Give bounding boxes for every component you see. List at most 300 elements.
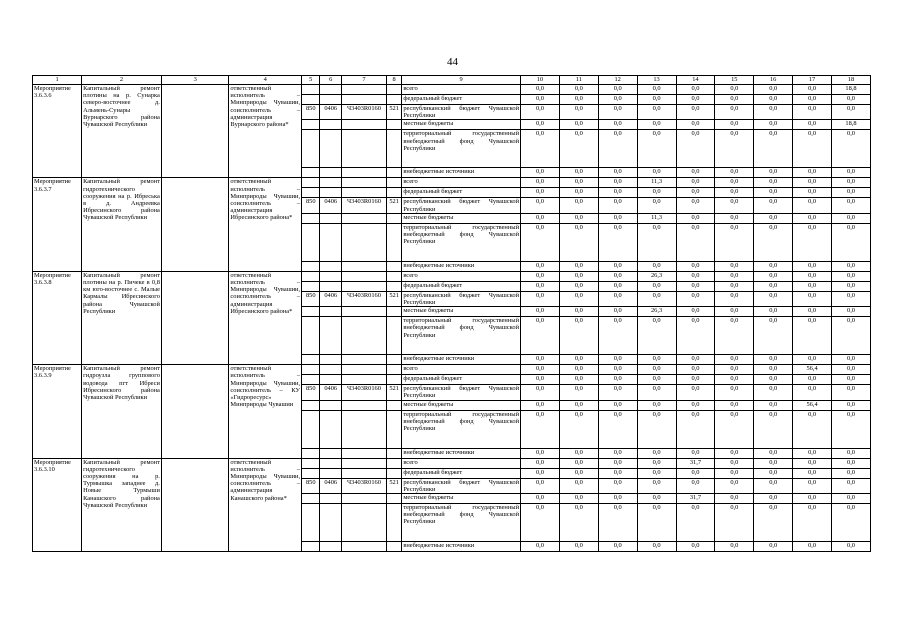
budget-code-cell [320,410,341,448]
budget-code-cell [320,458,341,468]
value-cell: 0,0 [793,168,832,178]
value-cell: 0,0 [832,365,871,375]
value-cell: 0,0 [793,95,832,105]
value-cell: 0,0 [521,355,560,365]
value-cell: 0,0 [793,271,832,281]
budget-code-cell [386,307,401,317]
value-cell: 0,0 [832,410,871,448]
header-cell: 9 [402,76,521,85]
value-cell: 0,0 [559,478,598,493]
value-cell: 0,0 [598,504,637,542]
value-cell: 0,0 [793,307,832,317]
value-cell: 0,0 [521,105,560,120]
value-cell: 0,0 [715,261,754,271]
funding-source: внебюджетные источники [402,542,521,552]
budget-code-cell [320,400,341,410]
empty-cell [161,271,229,364]
value-cell: 0,0 [715,223,754,261]
value-cell: 0,0 [598,188,637,198]
budget-code-cell [320,542,341,552]
budget-code-cell [302,261,320,271]
value-cell: 0,0 [793,504,832,542]
value-cell: 0,0 [754,307,793,317]
budget-code-cell [341,271,386,281]
value-cell: 0,0 [637,223,676,261]
value-cell: 0,0 [598,223,637,261]
header-cell: 11 [559,76,598,85]
measure-name: Капитальный ремонт гидротехнического сооружения на р. Турмышка западнее д. Новые Турмыши Канашского района Чувашской Республики [82,458,162,551]
value-cell: 0,0 [521,542,560,552]
value-cell: 0,0 [754,410,793,448]
value-cell: 0,0 [754,291,793,306]
budget-code-cell [320,85,341,95]
funding-source: всего [402,271,521,281]
budget-code-cell [341,261,386,271]
value-cell: 0,0 [598,281,637,291]
budget-code-cell [302,271,320,281]
funding-source: внебюджетные источники [402,355,521,365]
value-cell: 0,0 [521,458,560,468]
budget-code-cell [302,188,320,198]
budget-code-cell [341,130,386,168]
value-cell: 0,0 [793,478,832,493]
funding-source: территориальный государственный внебюджетный фонд Чувашской Республики [402,223,521,261]
table-row [33,365,871,375]
value-cell: 0,0 [637,410,676,448]
value-cell: 0,0 [715,468,754,478]
value-cell: 0,0 [676,317,715,355]
value-cell: 0,0 [521,494,560,504]
funding-source: всего [402,365,521,375]
budget-code-cell [341,95,386,105]
value-cell: 0,0 [754,213,793,223]
value-cell: 0,0 [521,85,560,95]
value-cell: 0,0 [598,168,637,178]
value-cell: 0,0 [715,410,754,448]
executor: ответственный исполнитель – Минприроды Чувашии, соисполнитель – КУ «Гидроресурс» Минприроды Чувашии [229,365,302,458]
value-cell: 0,0 [598,458,637,468]
funding-source: федеральный бюджет [402,468,521,478]
budget-code-cell [320,448,341,458]
value-cell: 0,0 [832,130,871,168]
budget-code-cell [320,120,341,130]
budget-code-cell: 0406 [320,478,341,493]
value-cell: 0,0 [793,494,832,504]
budget-code-cell [302,542,320,552]
value-cell: 0,0 [676,478,715,493]
value-cell: 0,0 [832,494,871,504]
value-cell: 0,0 [793,105,832,120]
value-cell: 0,0 [559,120,598,130]
value-cell: 0,0 [754,178,793,188]
header-cell: 17 [793,76,832,85]
value-cell: 0,0 [521,198,560,213]
value-cell: 0,0 [559,494,598,504]
executor: ответственный исполнитель – Минприроды Чувашии, соисполнитель – администрация Канашского района* [229,458,302,551]
value-cell: 0,0 [754,504,793,542]
budget-code-cell [386,261,401,271]
value-cell: 11,3 [637,178,676,188]
value-cell: 0,0 [793,458,832,468]
value-cell: 18,8 [832,120,871,130]
value-cell: 0,0 [832,458,871,468]
budget-code-cell [386,468,401,478]
value-cell: 0,0 [754,281,793,291]
budget-code-cell [320,261,341,271]
value-cell: 0,0 [676,542,715,552]
value-cell: 0,0 [521,178,560,188]
value-cell: 0,0 [793,188,832,198]
budget-code-cell [341,85,386,95]
funding-source: внебюджетные источники [402,168,521,178]
value-cell: 0,0 [559,188,598,198]
value-cell: 0,0 [598,365,637,375]
budget-code-cell [302,458,320,468]
value-cell: 0,0 [754,105,793,120]
budget-code-cell [386,365,401,375]
value-cell: 0,0 [598,307,637,317]
value-cell: 0,0 [521,478,560,493]
value-cell: 0,0 [521,271,560,281]
funding-source: местные бюджеты [402,494,521,504]
table-body [33,76,871,552]
executor: ответственный исполнитель – Минприроды Чувашии, соисполнитель – администрация Ибресинского района* [229,178,302,271]
header-cell: 16 [754,76,793,85]
value-cell: 0,0 [715,448,754,458]
value-cell: 0,0 [754,458,793,468]
value-cell: 0,0 [521,375,560,385]
budget-code-cell [302,120,320,130]
value-cell: 0,0 [676,468,715,478]
budget-code-cell: 521 [386,105,401,120]
value-cell: 0,0 [676,188,715,198]
value-cell: 0,0 [676,178,715,188]
value-cell: 0,0 [559,385,598,400]
budget-code-cell [386,223,401,261]
value-cell: 0,0 [754,188,793,198]
budget-code-cell [341,504,386,542]
value-cell: 0,0 [754,223,793,261]
page-number: 44 [447,56,458,68]
value-cell: 0,0 [754,375,793,385]
value-cell: 0,0 [793,198,832,213]
budget-code-cell [320,178,341,188]
value-cell: 0,0 [559,95,598,105]
budget-code-cell [341,317,386,355]
header-cell: 8 [386,76,401,85]
value-cell: 0,0 [676,105,715,120]
value-cell: 0,0 [676,261,715,271]
budget-code-cell [341,458,386,468]
value-cell: 0,0 [598,410,637,448]
value-cell: 0,0 [832,105,871,120]
value-cell: 0,0 [521,385,560,400]
value-cell: 0,0 [715,478,754,493]
budget-code-cell [386,504,401,542]
value-cell: 0,0 [559,261,598,271]
budget-code-cell: 0406 [320,291,341,306]
value-cell: 0,0 [715,95,754,105]
budget-code-cell [341,213,386,223]
value-cell: 0,0 [676,448,715,458]
value-cell: 0,0 [676,291,715,306]
value-cell: 0,0 [637,478,676,493]
measure-number: Мероприятие 3.6.3.6 [33,85,82,178]
value-cell: 0,0 [793,85,832,95]
value-cell: 0,0 [559,271,598,281]
budget-code-cell: Ч3403R0160 [341,385,386,400]
funding-source: местные бюджеты [402,120,521,130]
budget-code-cell [386,213,401,223]
funding-source: республиканский бюджет Чувашской Республики [403,291,519,307]
budget-code-cell [341,375,386,385]
value-cell: 0,0 [598,105,637,120]
value-cell: 0,0 [832,168,871,178]
value-cell: 0,0 [559,542,598,552]
budget-code-cell [320,468,341,478]
value-cell: 0,0 [559,213,598,223]
value-cell: 0,0 [637,494,676,504]
value-cell: 0,0 [637,385,676,400]
value-cell: 0,0 [676,375,715,385]
value-cell: 0,0 [754,468,793,478]
budget-code-cell [341,410,386,448]
empty-cell [161,85,229,178]
value-cell: 0,0 [754,120,793,130]
value-cell: 0,0 [521,130,560,168]
value-cell: 0,0 [637,120,676,130]
funding-source: федеральный бюджет [402,95,521,105]
value-cell: 0,0 [832,307,871,317]
empty-cell [161,458,229,551]
funding-source: республиканский бюджет Чувашской Республики [403,385,519,400]
value-cell: 0,0 [832,400,871,410]
value-cell: 0,0 [637,291,676,306]
value-cell: 0,0 [637,400,676,410]
funding-source: территориальный государственный внебюджетный фонд Чувашской Республики [402,410,521,448]
budget-code-cell [386,494,401,504]
budget-code-cell [320,223,341,261]
value-cell: 0,0 [598,542,637,552]
value-cell: 0,0 [676,281,715,291]
value-cell: 0,0 [715,168,754,178]
budget-code-cell [341,120,386,130]
value-cell: 0,0 [715,542,754,552]
budget-code-cell [341,307,386,317]
value-cell: 0,0 [715,494,754,504]
value-cell: 0,0 [715,458,754,468]
budget-code-cell: 850 [302,385,320,400]
budget-code-cell [386,168,401,178]
value-cell: 0,0 [832,198,871,213]
value-cell: 0,0 [521,504,560,542]
value-cell: 0,0 [676,85,715,95]
budget-code-cell [302,400,320,410]
value-cell: 0,0 [637,448,676,458]
value-cell: 0,0 [637,168,676,178]
value-cell: 0,0 [676,410,715,448]
value-cell: 0,0 [754,261,793,271]
budget-code-cell [341,168,386,178]
value-cell: 0,0 [559,355,598,365]
budget-code-cell [320,213,341,223]
value-cell: 0,0 [676,355,715,365]
budget-code-cell [302,494,320,504]
value-cell: 0,0 [598,198,637,213]
value-cell: 0,0 [521,468,560,478]
budget-code-cell [341,365,386,375]
budget-code-cell: Ч3403R0160 [341,478,386,493]
measure-number: Мероприятие 3.6.3.7 [33,178,82,271]
budget-code-cell [386,400,401,410]
header-cell: 15 [715,76,754,85]
value-cell: 0,0 [832,478,871,493]
value-cell: 0,0 [676,213,715,223]
value-cell: 0,0 [598,213,637,223]
budget-code-cell [320,130,341,168]
value-cell: 0,0 [832,448,871,458]
value-cell: 0,0 [793,130,832,168]
value-cell: 0,0 [793,385,832,400]
value-cell: 0,0 [715,375,754,385]
value-cell: 0,0 [793,261,832,271]
budget-code-cell [386,448,401,458]
value-cell: 56,4 [793,365,832,375]
value-cell: 0,0 [598,400,637,410]
header-row [33,76,871,85]
header-cell: 7 [341,76,386,85]
budget-code-cell [386,95,401,105]
budget-code-cell [320,95,341,105]
value-cell: 0,0 [832,271,871,281]
value-cell: 0,0 [832,281,871,291]
budget-code-cell [386,120,401,130]
funding-source: внебюджетные источники [402,261,521,271]
budget-code-cell [320,188,341,198]
value-cell: 0,0 [598,448,637,458]
value-cell: 0,0 [793,291,832,306]
value-cell: 0,0 [559,375,598,385]
budget-code-cell: 521 [386,385,401,400]
budget-code-cell [302,178,320,188]
value-cell: 0,0 [521,291,560,306]
value-cell: 0,0 [754,400,793,410]
value-cell: 0,0 [598,85,637,95]
budget-code-cell: 0406 [320,198,341,213]
budget-code-cell [386,85,401,95]
value-cell: 0,0 [598,120,637,130]
value-cell: 0,0 [715,271,754,281]
empty-cell [161,178,229,271]
value-cell: 0,0 [559,307,598,317]
budget-code-cell [386,458,401,468]
budget-code-cell [341,542,386,552]
budget-code-cell [320,494,341,504]
budget-code-cell [320,365,341,375]
value-cell: 0,0 [754,385,793,400]
value-cell: 0,0 [559,198,598,213]
value-cell: 26,3 [637,271,676,281]
value-cell: 0,0 [637,468,676,478]
budget-code-cell [386,188,401,198]
value-cell: 0,0 [521,317,560,355]
value-cell: 0,0 [754,542,793,552]
value-cell: 0,0 [598,355,637,365]
value-cell: 0,0 [715,213,754,223]
value-cell: 0,0 [559,105,598,120]
budget-code-cell [341,494,386,504]
budget-code-cell [386,317,401,355]
funding-source: внебюджетные источники [402,448,521,458]
value-cell: 31,7 [676,458,715,468]
budget-code-cell [302,448,320,458]
value-cell: 0,0 [598,178,637,188]
funding-source: всего [402,178,521,188]
budget-code-cell [302,168,320,178]
value-cell: 0,0 [521,365,560,375]
value-cell: 0,0 [598,291,637,306]
value-cell: 0,0 [598,317,637,355]
value-cell: 0,0 [521,410,560,448]
value-cell: 0,0 [598,494,637,504]
value-cell: 0,0 [637,261,676,271]
value-cell: 0,0 [559,291,598,306]
budget-code-cell: 850 [302,105,320,120]
header-cell: 12 [598,76,637,85]
budget-code-cell [302,281,320,291]
value-cell: 0,0 [559,365,598,375]
value-cell: 0,0 [793,448,832,458]
value-cell: 0,0 [559,410,598,448]
value-cell: 0,0 [793,281,832,291]
value-cell: 0,0 [521,213,560,223]
table-row [33,178,871,188]
measure-name: Капитальный ремонт гидротехнического сооружения на р. Ибреська в д. Андреевка Ибресинского района Чувашской Республики [82,178,162,271]
value-cell: 0,0 [715,188,754,198]
value-cell: 0,0 [832,355,871,365]
budget-code-cell [320,307,341,317]
value-cell: 0,0 [793,317,832,355]
value-cell: 0,0 [676,130,715,168]
value-cell: 0,0 [715,198,754,213]
value-cell: 0,0 [559,400,598,410]
value-cell: 0,0 [637,375,676,385]
executor: ответственный исполнитель – Минприроды Чувашии, соисполнитель – администрация Вурнарского района* [229,85,302,178]
budget-code-cell [320,355,341,365]
measure-name: Капитальный ремонт гидроузла группового водовода пгт Ибреси Ибресинского района Чувашской Республики [82,365,162,458]
funding-source: федеральный бюджет [402,281,521,291]
value-cell: 0,0 [559,458,598,468]
value-cell: 0,0 [637,188,676,198]
value-cell: 0,0 [754,271,793,281]
funding-source: местные бюджеты [402,400,521,410]
funding-source: республиканский бюджет Чувашской Республики [403,478,519,493]
budget-code-cell [302,468,320,478]
measure-number: Мероприятие 3.6.3.10 [33,458,82,551]
value-cell: 0,0 [715,85,754,95]
value-cell: 0,0 [598,261,637,271]
budget-code-cell: 0406 [320,105,341,120]
value-cell: 31,7 [676,494,715,504]
budget-code-cell [320,281,341,291]
value-cell: 0,0 [559,281,598,291]
value-cell: 0,0 [521,168,560,178]
value-cell: 0,0 [715,307,754,317]
budget-code-cell [302,213,320,223]
value-cell: 0,0 [793,223,832,261]
value-cell: 0,0 [598,95,637,105]
budget-code-cell [302,410,320,448]
